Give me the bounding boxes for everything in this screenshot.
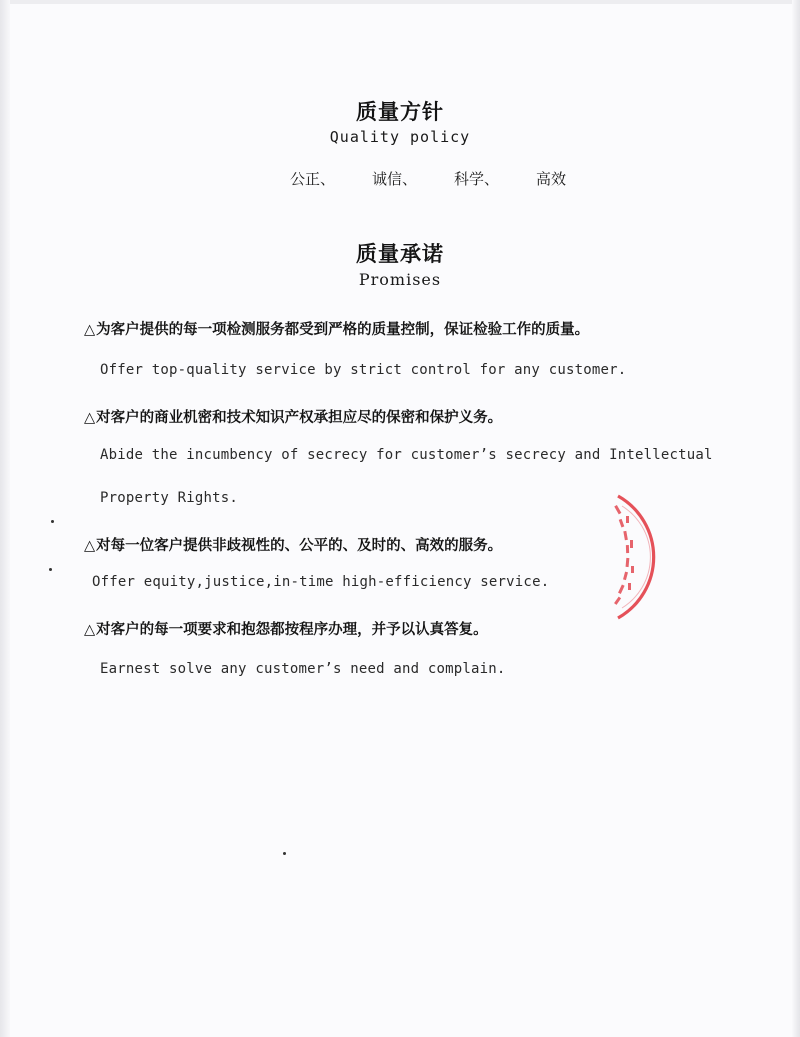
scan-speck [283, 852, 286, 855]
scan-edge-left [0, 0, 10, 1037]
value-integrity: 诚信、 [372, 170, 418, 188]
promise-item-2-cn: △对客户的商业机密和技术知识产权承担应尽的保密和保护义务。 [84, 410, 503, 426]
policy-values [280, 168, 600, 192]
policy-title-en: Quality policy [329, 128, 471, 146]
scan-edge-right [792, 0, 800, 1037]
policy-title-cn: 质量方针 [356, 100, 444, 124]
triangle-icon: △ [84, 410, 96, 426]
triangle-icon: △ [84, 538, 96, 554]
promise-item-3-cn: △对每一位客户提供非歧视性的、公平的、及时的、高效的服务。 [84, 538, 503, 554]
scan-speck [51, 520, 54, 523]
triangle-icon: △ [84, 622, 96, 638]
promise-item-1-cn: △为客户提供的每一项检测服务都受到严格的质量控制，保证检验工作的质量。 [84, 322, 590, 338]
value-impartial: 公正、 [290, 170, 336, 188]
promise-item-2-en-line-1: Abide the incumbency of secrecy for customer’s secrecy and Intellectual [100, 447, 713, 463]
promises-title-cn: 质量承诺 [356, 242, 444, 266]
scan-speck [49, 568, 52, 571]
value-science: 科学、 [454, 170, 500, 188]
promise-item-4-cn: △对客户的每一项要求和抱怨都按程序办理，并予以认真答复。 [84, 622, 488, 638]
scan-edge-top [0, 0, 800, 4]
promise-item-4-en: Earnest solve any customer’s need and complain. [100, 661, 506, 677]
triangle-icon: △ [84, 322, 96, 338]
value-efficiency: 高效 [536, 170, 567, 188]
promise-item-2-en-line-2: Property Rights. [100, 490, 239, 506]
promise-item-1-en: Offer top-quality service by strict control for any customer. [100, 362, 627, 378]
promise-item-3-en: Offer equity,justice,in-time high-efficiency service. [92, 574, 550, 590]
red-seal-stamp-icon [604, 488, 684, 626]
promises-title-en: Promises [358, 270, 442, 289]
